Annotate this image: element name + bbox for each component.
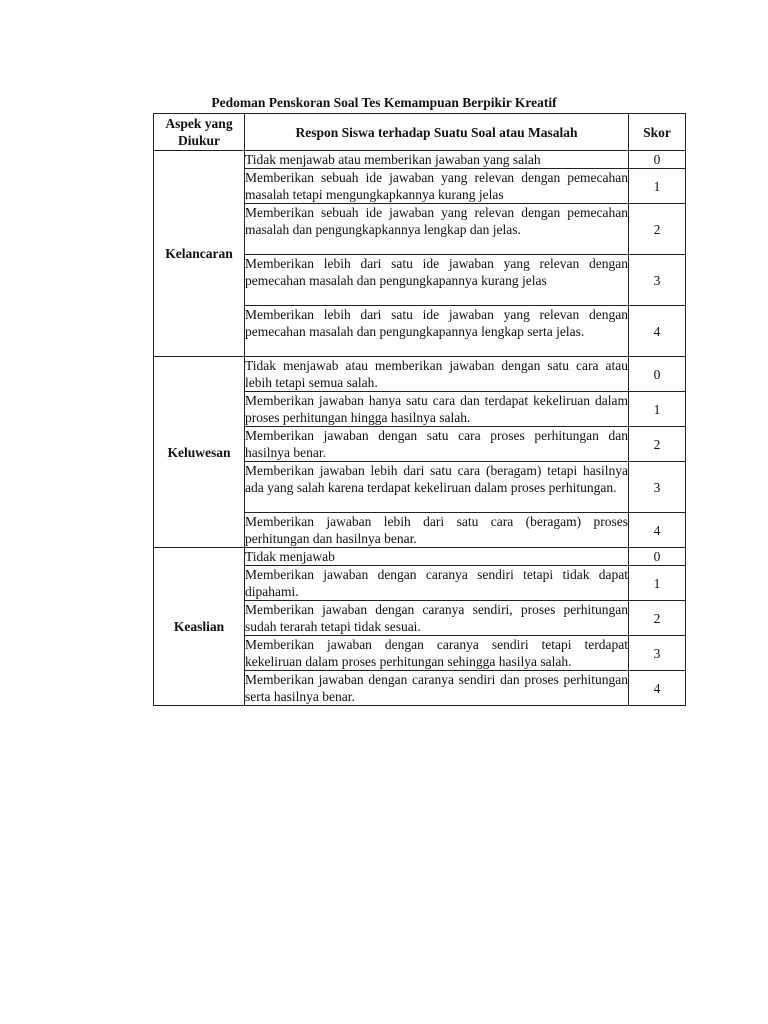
- score-cell: 2: [629, 601, 686, 636]
- score-cell: 0: [629, 151, 686, 169]
- score-cell: 4: [629, 671, 686, 706]
- response-cell: Memberikan jawaban hanya satu cara dan terdapat kekeliruan dalam proses perhitungan hingga hasilnya salah.: [245, 393, 628, 425]
- header-response: Respon Siswa terhadap Suatu Soal atau Masalah: [245, 114, 629, 151]
- table-row: [154, 151, 686, 169]
- table-row: [154, 548, 686, 566]
- response-cell: Tidak menjawab atau memberikan jawaban dengan satu cara atau lebih tetapi semua salah.: [245, 358, 628, 390]
- score-cell: 1: [629, 392, 686, 427]
- header-aspect: Aspek yang Diukur: [154, 114, 245, 151]
- response-cell: Memberikan jawaban dengan caranya sendiri, proses perhitungan sudah terarah tetapi tidak sesuai.: [245, 602, 628, 634]
- score-cell: 4: [629, 513, 686, 548]
- table-row: [154, 357, 686, 392]
- score-cell: 2: [629, 204, 686, 255]
- score-cell: 4: [629, 306, 686, 357]
- header-score: Skor: [629, 114, 686, 151]
- response-cell: Memberikan sebuah ide jawaban yang relevan dengan pemecahan masalah dan pengungkapkannya lengkap dan jelas.: [245, 204, 629, 255]
- scoring-rubric-table: [153, 113, 686, 706]
- score-cell: 1: [629, 169, 686, 204]
- response-cell: Memberikan jawaban dengan caranya sendiri dan proses perhitungan serta hasilnya benar.: [245, 672, 628, 704]
- response-cell: Memberikan jawaban lebih dari satu cara (beragam) proses perhitungan dan hasilnya benar.: [245, 514, 628, 546]
- score-cell: 3: [629, 636, 686, 671]
- score-cell: 3: [629, 462, 686, 513]
- response-cell: Memberikan sebuah ide jawaban yang relevan dengan pemecahan masalah tetapi mengungkapkannya kurang jelas: [245, 170, 628, 202]
- score-cell: 1: [629, 566, 686, 601]
- document-title: Pedoman Penskoran Soal Tes Kemampuan Berpikir Kreatif: [211, 95, 557, 110]
- response-cell: Memberikan jawaban dengan caranya sendiri tetapi tidak dapat dipahami.: [245, 567, 628, 599]
- aspect-cell: Keluwesan: [154, 357, 245, 548]
- response-cell: Memberikan jawaban lebih dari satu cara (beragam) tetapi hasilnya ada yang salah karena terdapat kekeliruan dalam proses perhitungan.: [245, 462, 629, 513]
- score-cell: 0: [629, 548, 686, 566]
- score-cell: 3: [629, 255, 686, 306]
- response-cell: Memberikan jawaban dengan satu cara proses perhitungan dan hasilnya benar.: [245, 428, 628, 460]
- response-cell: Memberikan lebih dari satu ide jawaban yang relevan dengan pemecahan masalah dan pengungkapannya lengkap serta jelas.: [245, 306, 629, 357]
- response-cell: Memberikan jawaban dengan caranya sendiri tetapi terdapat kekeliruan dalam proses perhitungan sehingga hasilya salah.: [245, 637, 628, 669]
- aspect-cell: Keaslian: [154, 548, 245, 706]
- score-cell: 2: [629, 427, 686, 462]
- response-cell: Tidak menjawab atau memberikan jawaban yang salah: [245, 151, 629, 169]
- response-cell: Memberikan lebih dari satu ide jawaban yang relevan dengan pemecahan masalah dan pengungkapannya kurang jelas: [245, 255, 629, 306]
- table-body: [154, 151, 686, 706]
- score-cell: 0: [629, 357, 686, 392]
- response-cell: Tidak menjawab: [245, 548, 629, 566]
- aspect-cell: Kelancaran: [154, 151, 245, 357]
- table-header-row: [154, 114, 686, 151]
